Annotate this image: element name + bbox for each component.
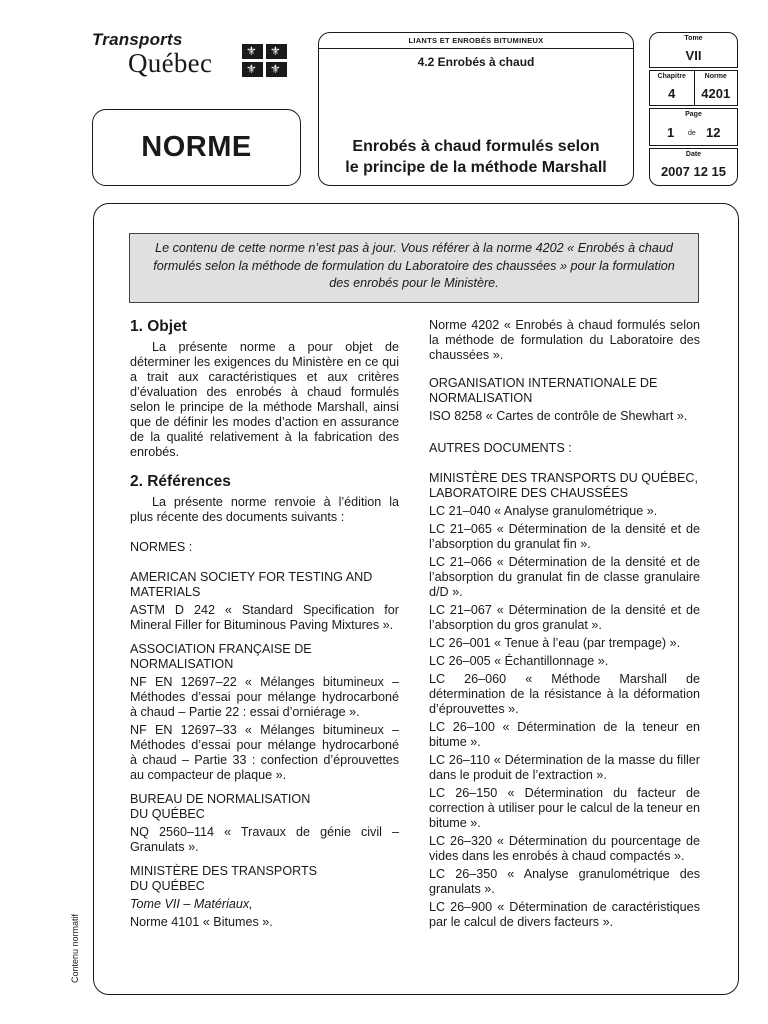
nq-2560-ref: NQ 2560–114 « Travaux de génie civil – Granulats ». [130, 825, 399, 854]
fleurdelise-flag-icon [242, 44, 288, 78]
title-line-1: Enrobés à chaud formulés selon [352, 138, 600, 155]
margin-label: Contenu normatif [70, 913, 80, 983]
lc-reference-item: LC 21–065 « Détermination de la densité et de l’absorption du granulat fin ». [429, 522, 700, 551]
lc-reference-item: LC 21–066 « Détermination de la densité et de l’absorption du granulat fin de classe granulaire d/D ». [429, 555, 700, 599]
logo-transports: Transports [92, 30, 183, 49]
date-value: 2007 12 15 [660, 164, 727, 179]
document-title [319, 136, 633, 178]
tome-value: VII [685, 48, 702, 63]
lc-reference-item: LC 26–100 « Détermination de la teneur en bitume ». [429, 720, 700, 749]
chapitre-label: Chapitre [657, 73, 686, 80]
bnq-org-line-2: DU QUÉBEC [130, 807, 205, 821]
objet-paragraph: La présente norme a pour objet de déterminer les exigences du Ministère en ce qui a trait aux caractéristiques et aux critères d’évaluation des enrobés à chaud formulés selon le principe de la méthode Marshall, ainsi que de définir les modes d’action en assurance de la qualité relativement à la fabrication des enrobés. [130, 340, 399, 459]
references-intro: La présente norme renvoie à l’édition la plus récente des documents suivants : [130, 495, 399, 524]
tome-vii-ref: Tome VII – Matériaux, [130, 897, 253, 911]
chapitre-half [650, 71, 694, 105]
tome-label: Tome [684, 35, 703, 42]
norme-number-half [694, 71, 738, 105]
transports-quebec-logo [90, 30, 295, 82]
category-label: LIANTS ET ENROBÉS BITUMINEUX [319, 33, 633, 49]
autres-documents-label: AUTRES DOCUMENTS : [429, 441, 572, 455]
page-cell [649, 108, 738, 146]
chapter-norme-cell [649, 70, 738, 106]
left-column [130, 318, 399, 930]
astm-org: AMERICAN SOCIETY FOR TESTING AND MATERIALS [130, 570, 373, 599]
page-number: 1 [667, 125, 675, 140]
heading-references: 2. Références [130, 473, 231, 490]
lc-reference-item: LC 26–350 « Analyse granulométrique des granulats ». [429, 867, 700, 896]
nf-en-12697-22-ref: NF EN 12697–22 « Mélanges bitumineux – Méthodes d’essai pour mélange hydrocarboné à chaud – Partie 22 : essai d’orniérage ». [130, 675, 399, 719]
lc-reference-item: LC 26–005 « Échantillonnage ». [429, 654, 609, 668]
norme-label-box [92, 109, 301, 186]
date-cell [649, 148, 738, 186]
lc-reference-item: LC 26–110 « Détermination de la masse du filler dans le produit de l’extraction ». [429, 753, 700, 782]
outdated-notice: Le contenu de cette norme n’est pas à jour. Vous référer à la norme 4202 « Enrobés à chaud formulés selon la méthode de formulation du Laboratoire des chaussées » pour la formulation des enrobés pour le Ministère. [129, 233, 699, 303]
right-column [429, 318, 700, 930]
page-of-label: de [688, 130, 696, 137]
fleur-de-lis-icon: ⚜ [246, 62, 257, 76]
title-box [318, 32, 634, 186]
lc-reference-item: LC 21–040 « Analyse granulométrique ». [429, 504, 658, 518]
norme-4101-ref: Norme 4101 « Bitumes ». [130, 915, 273, 929]
chapitre-value: 4 [668, 86, 676, 101]
fleur-de-lis-icon: ⚜ [246, 44, 257, 58]
lc-reference-list [429, 504, 700, 930]
lc-reference-item: LC 26–320 « Détermination du pourcentage de vides dans les enrobés à chaud compactés ». [429, 834, 700, 863]
norme-label: NORME [141, 131, 252, 163]
nf-en-12697-33-ref: NF EN 12697–33 « Mélanges bitumineux – Méthodes d’essai pour mélange hydrocarboné à chaud – Partie 33 : confection d’éprouvettes au compacteur de plaque ». [130, 723, 399, 782]
lc-reference-item: LC 26–150 « Détermination du facteur de correction à utiliser pour le calcul de la teneur en bitume ». [429, 786, 700, 830]
lc-reference-item: LC 26–060 « Méthode Marshall de détermination de la résistance à la déformation d’éprouvettes ». [429, 672, 700, 716]
lc-reference-item: LC 21–067 « Détermination de la densité et de l’absorption du gros granulat ». [429, 603, 700, 632]
norme-number-label: Norme [704, 73, 727, 80]
section-label: 4.2 Enrobés à chaud [417, 55, 535, 69]
lc-reference-item: LC 26–900 « Détermination de caractéristiques par le calcul de divers facteurs ». [429, 900, 700, 929]
normes-label: NORMES : [130, 540, 193, 554]
heading-objet: 1. Objet [130, 318, 187, 335]
mtq-laboratory-org: MINISTÈRE DES TRANSPORTS DU QUÉBEC, LABORATOIRE DES CHAUSSÉES [429, 471, 698, 500]
title-line-2: le principe de la méthode Marshall [345, 159, 607, 176]
fleur-de-lis-icon: ⚜ [270, 62, 281, 76]
logo-quebec: Québec [128, 48, 213, 78]
mtq-org-line-1: MINISTÈRE DES TRANSPORTS [130, 864, 318, 878]
bnq-org-line-1: BUREAU DE NORMALISATION [130, 792, 311, 806]
iso-8258-ref: ISO 8258 « Cartes de contrôle de Shewhart ». [429, 409, 688, 423]
norme-number-value: 4201 [701, 86, 731, 101]
mtq-org-line-2: DU QUÉBEC [130, 879, 205, 893]
fleur-de-lis-icon: ⚜ [270, 44, 281, 58]
page-total: 12 [706, 125, 721, 140]
tome-cell [649, 32, 738, 68]
lc-reference-item: LC 26–001 « Tenue à l’eau (par trempage) ». [429, 636, 681, 650]
afnor-org: ASSOCIATION FRANÇAISE DE NORMALISATION [130, 642, 312, 671]
norme-4202-ref: Norme 4202 « Enrobés à chaud formulés selon la méthode de formulation du Laboratoire des chaussées ». [429, 318, 700, 362]
iso-org: ORGANISATION INTERNATIONALE DE NORMALISATION [429, 376, 658, 405]
astm-d242-ref: ASTM D 242 « Standard Specification for Mineral Filler for Bituminous Paving Mixtures ». [130, 603, 399, 632]
page-label: Page [685, 111, 702, 118]
date-label: Date [685, 151, 702, 158]
